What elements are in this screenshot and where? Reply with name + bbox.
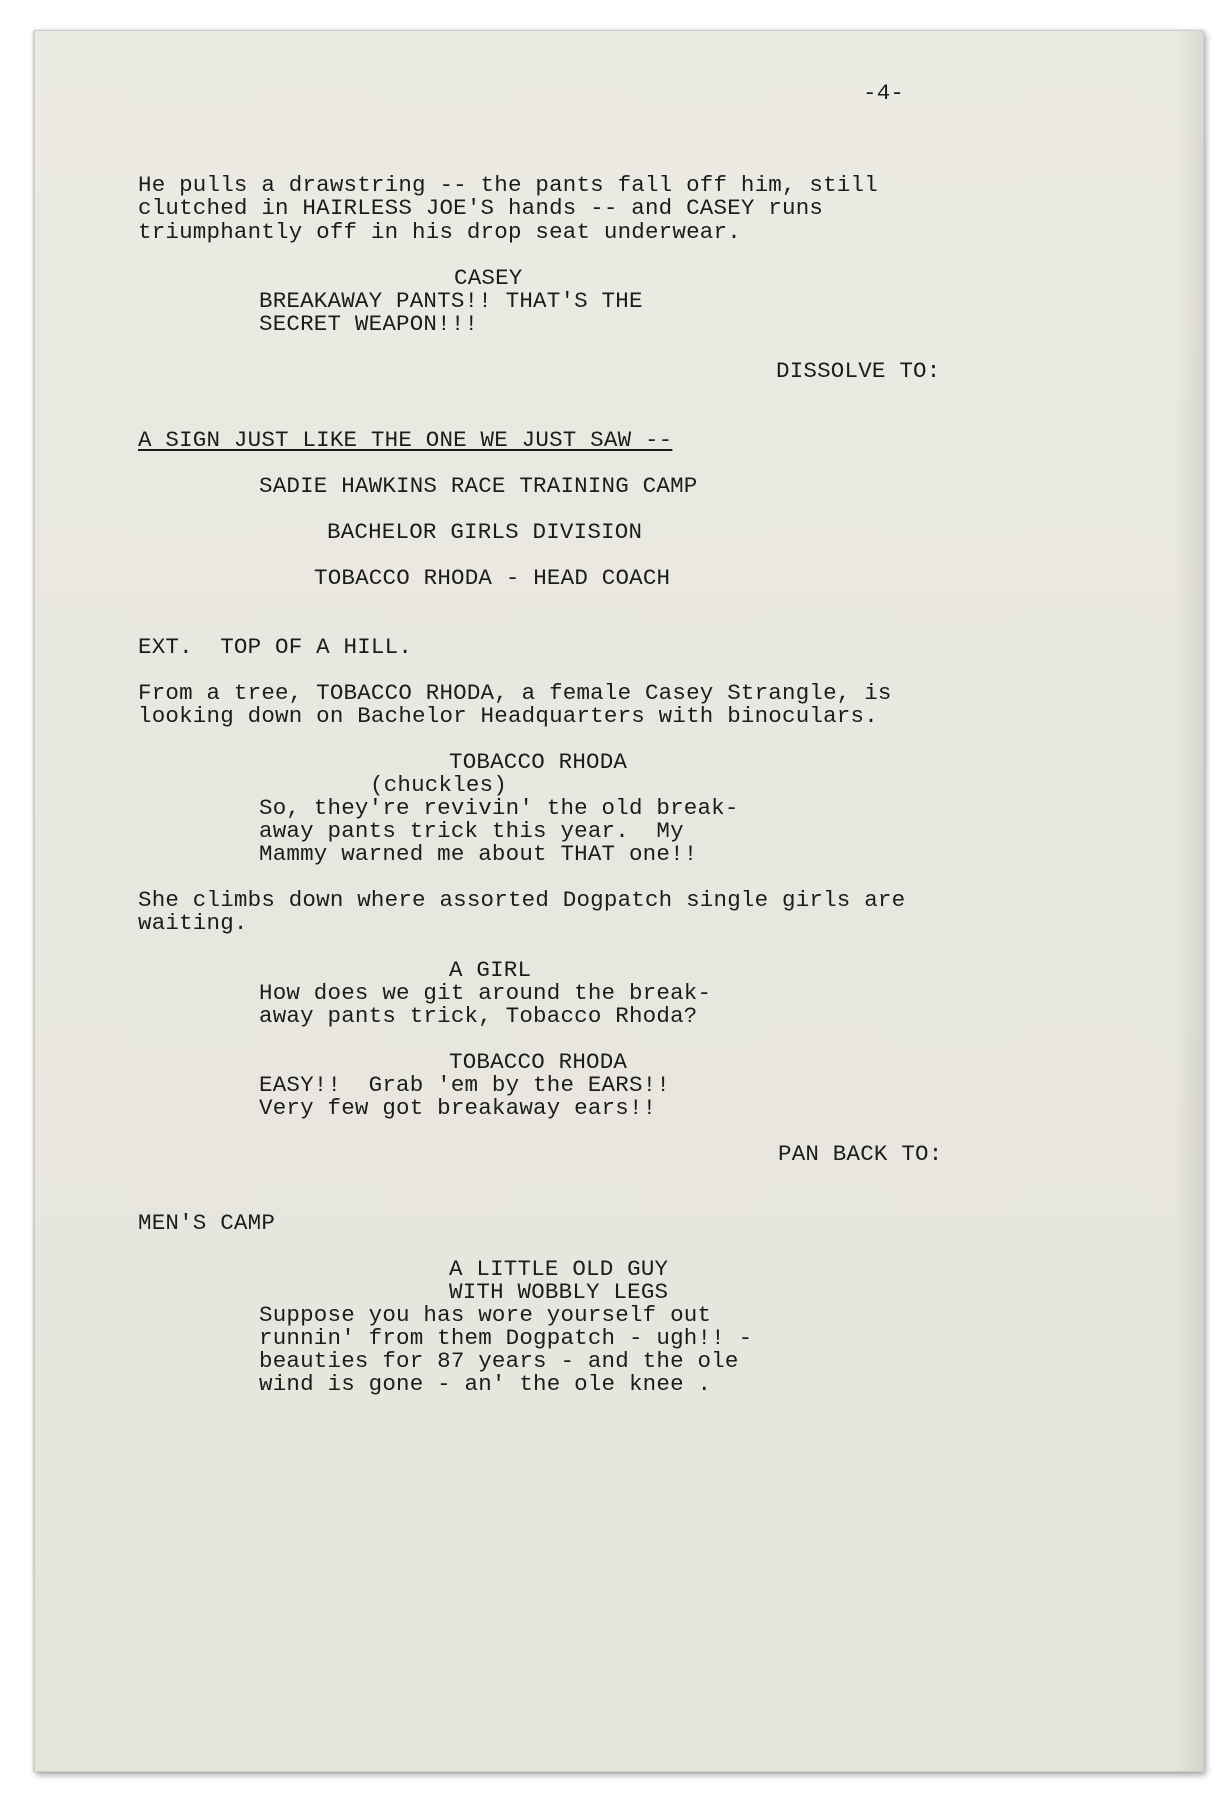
dialogue-line: EASY!! Grab 'em by the EARS!! [259, 1072, 671, 1098]
transition: PAN BACK TO: [778, 1141, 943, 1167]
dialogue-line: So, they're revivin' the old break- [259, 795, 739, 821]
scene-heading: MEN'S CAMP [138, 1210, 276, 1236]
action-line: triumphantly off in his drop seat underwear. [138, 219, 741, 245]
action-line: looking down on Bachelor Headquarters with binoculars. [138, 703, 878, 729]
character-name: WITH WOBBLY LEGS [449, 1279, 669, 1305]
dialogue-line: away pants trick, Tobacco Rhoda? [259, 1003, 698, 1029]
page-number: -4- [863, 80, 905, 106]
bleed-through-texture [275, 171, 795, 1411]
character-name: CASEY [454, 265, 523, 291]
dialogue-line: wind is gone - an' the ole knee . [259, 1371, 712, 1397]
action-line: clutched in HAIRLESS JOE'S hands -- and CASEY runs [138, 195, 824, 221]
dialogue-line: beauties for 87 years - and the ole [259, 1348, 739, 1374]
dialogue-line: runnin' from them Dogpatch - ugh!! - [259, 1325, 753, 1351]
dialogue-line: Mammy warned me about THAT one!! [259, 841, 698, 867]
character-name: TOBACCO RHODA [449, 749, 628, 775]
scene-heading: EXT. TOP OF A HILL. [138, 634, 413, 660]
character-name: A GIRL [449, 957, 532, 983]
dialogue-line: How does we git around the break- [259, 980, 712, 1006]
dialogue-line: Very few got breakaway ears!! [259, 1095, 657, 1121]
dialogue-line: SECRET WEAPON!!! [259, 311, 479, 337]
shot-heading: A SIGN JUST LIKE THE ONE WE JUST SAW -- [138, 427, 673, 453]
sign-text-line: TOBACCO RHODA - HEAD COACH [314, 565, 671, 591]
dialogue-line: away pants trick this year. My [259, 818, 684, 844]
character-name: TOBACCO RHODA [449, 1049, 628, 1075]
action-line: He pulls a drawstring -- the pants fall off him, still [138, 172, 878, 198]
dialogue-line: Suppose you has wore yourself out [259, 1302, 712, 1328]
action-line: She climbs down where assorted Dogpatch single girls are [138, 887, 906, 913]
sign-text-line: BACHELOR GIRLS DIVISION [327, 519, 643, 545]
action-line: From a tree, TOBACCO RHODA, a female Casey Strangle, is [138, 680, 892, 706]
transition: DISSOLVE TO: [776, 358, 941, 384]
character-name: A LITTLE OLD GUY [449, 1256, 669, 1282]
action-line: waiting. [138, 910, 248, 936]
dialogue-line: BREAKAWAY PANTS!! THAT'S THE [259, 288, 643, 314]
parenthetical: (chuckles) [370, 772, 508, 798]
sign-text-line: SADIE HAWKINS RACE TRAINING CAMP [259, 473, 698, 499]
